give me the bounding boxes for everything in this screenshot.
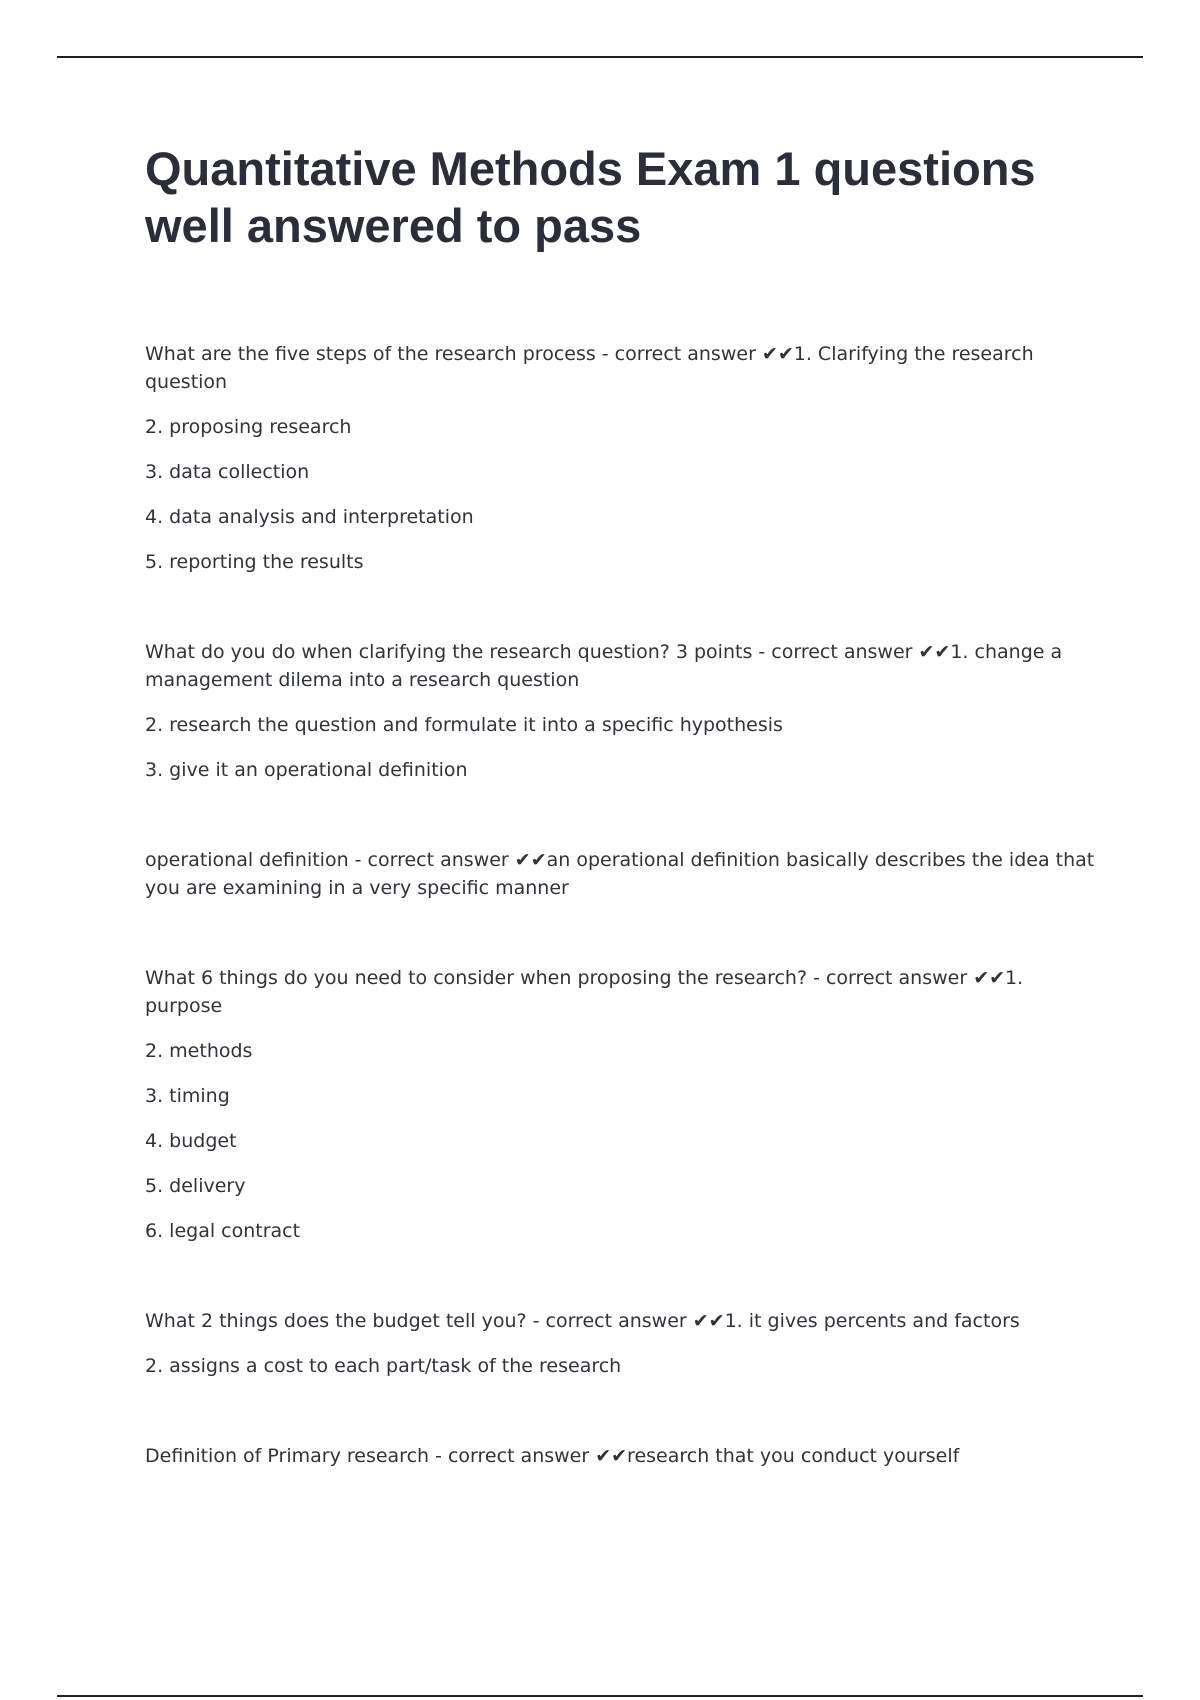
- qa-block-proposing: [145, 964, 1105, 1245]
- qa-question-line: Definition of Primary research - correct answer ✔✔research that you conduct yourself: [145, 1445, 960, 1467]
- qa-answer-line: 4. budget: [145, 1130, 237, 1152]
- qa-answer-line: 5. delivery: [145, 1175, 246, 1197]
- page-content: [145, 140, 1105, 1532]
- qa-list: [145, 340, 1105, 1470]
- qa-block-primary-research: [145, 1442, 1105, 1470]
- qa-answer-line: 2. proposing research: [145, 416, 352, 438]
- qa-answer-line: 2. research the question and formulate it into a specific hypothesis: [145, 714, 783, 736]
- qa-answer-line: 3. give it an operational definition: [145, 759, 468, 781]
- qa-question-line: What 6 things do you need to consider when proposing the research? - correct answer ✔✔1. purpose: [145, 967, 1024, 1017]
- qa-answer-line: 6. legal contract: [145, 1220, 301, 1242]
- qa-answer-line: 5. reporting the results: [145, 551, 364, 573]
- qa-answer-line: 2. methods: [145, 1040, 253, 1062]
- qa-answer-line: 3. timing: [145, 1085, 230, 1107]
- qa-question-line: operational definition - correct answer ✔✔an operational definition basically describes the idea that you are examining in a very specific manner: [145, 849, 1095, 899]
- qa-block-clarifying: [145, 638, 1105, 784]
- qa-block-research-steps: [145, 340, 1105, 576]
- qa-block-budget: [145, 1307, 1105, 1380]
- qa-question-line: What 2 things does the budget tell you? - correct answer ✔✔1. it gives percents and factors: [145, 1310, 1020, 1332]
- qa-question-line: What are the five steps of the research process - correct answer ✔✔1. Clarifying the research question: [145, 343, 1034, 393]
- bottom-rule: [57, 1695, 1143, 1697]
- qa-block-operational-definition: [145, 846, 1105, 902]
- document-title: Quantitative Methods Exam 1 questions well answered to pass: [145, 142, 1036, 252]
- qa-answer-line: 2. assigns a cost to each part/task of the research: [145, 1355, 622, 1377]
- qa-answer-line: 4. data analysis and interpretation: [145, 506, 474, 528]
- qa-answer-line: 3. data collection: [145, 461, 310, 483]
- qa-question-line: What do you do when clarifying the research question? 3 points - correct answer ✔✔1. change a management dilema into a research question: [145, 641, 1063, 691]
- top-rule: [57, 56, 1143, 58]
